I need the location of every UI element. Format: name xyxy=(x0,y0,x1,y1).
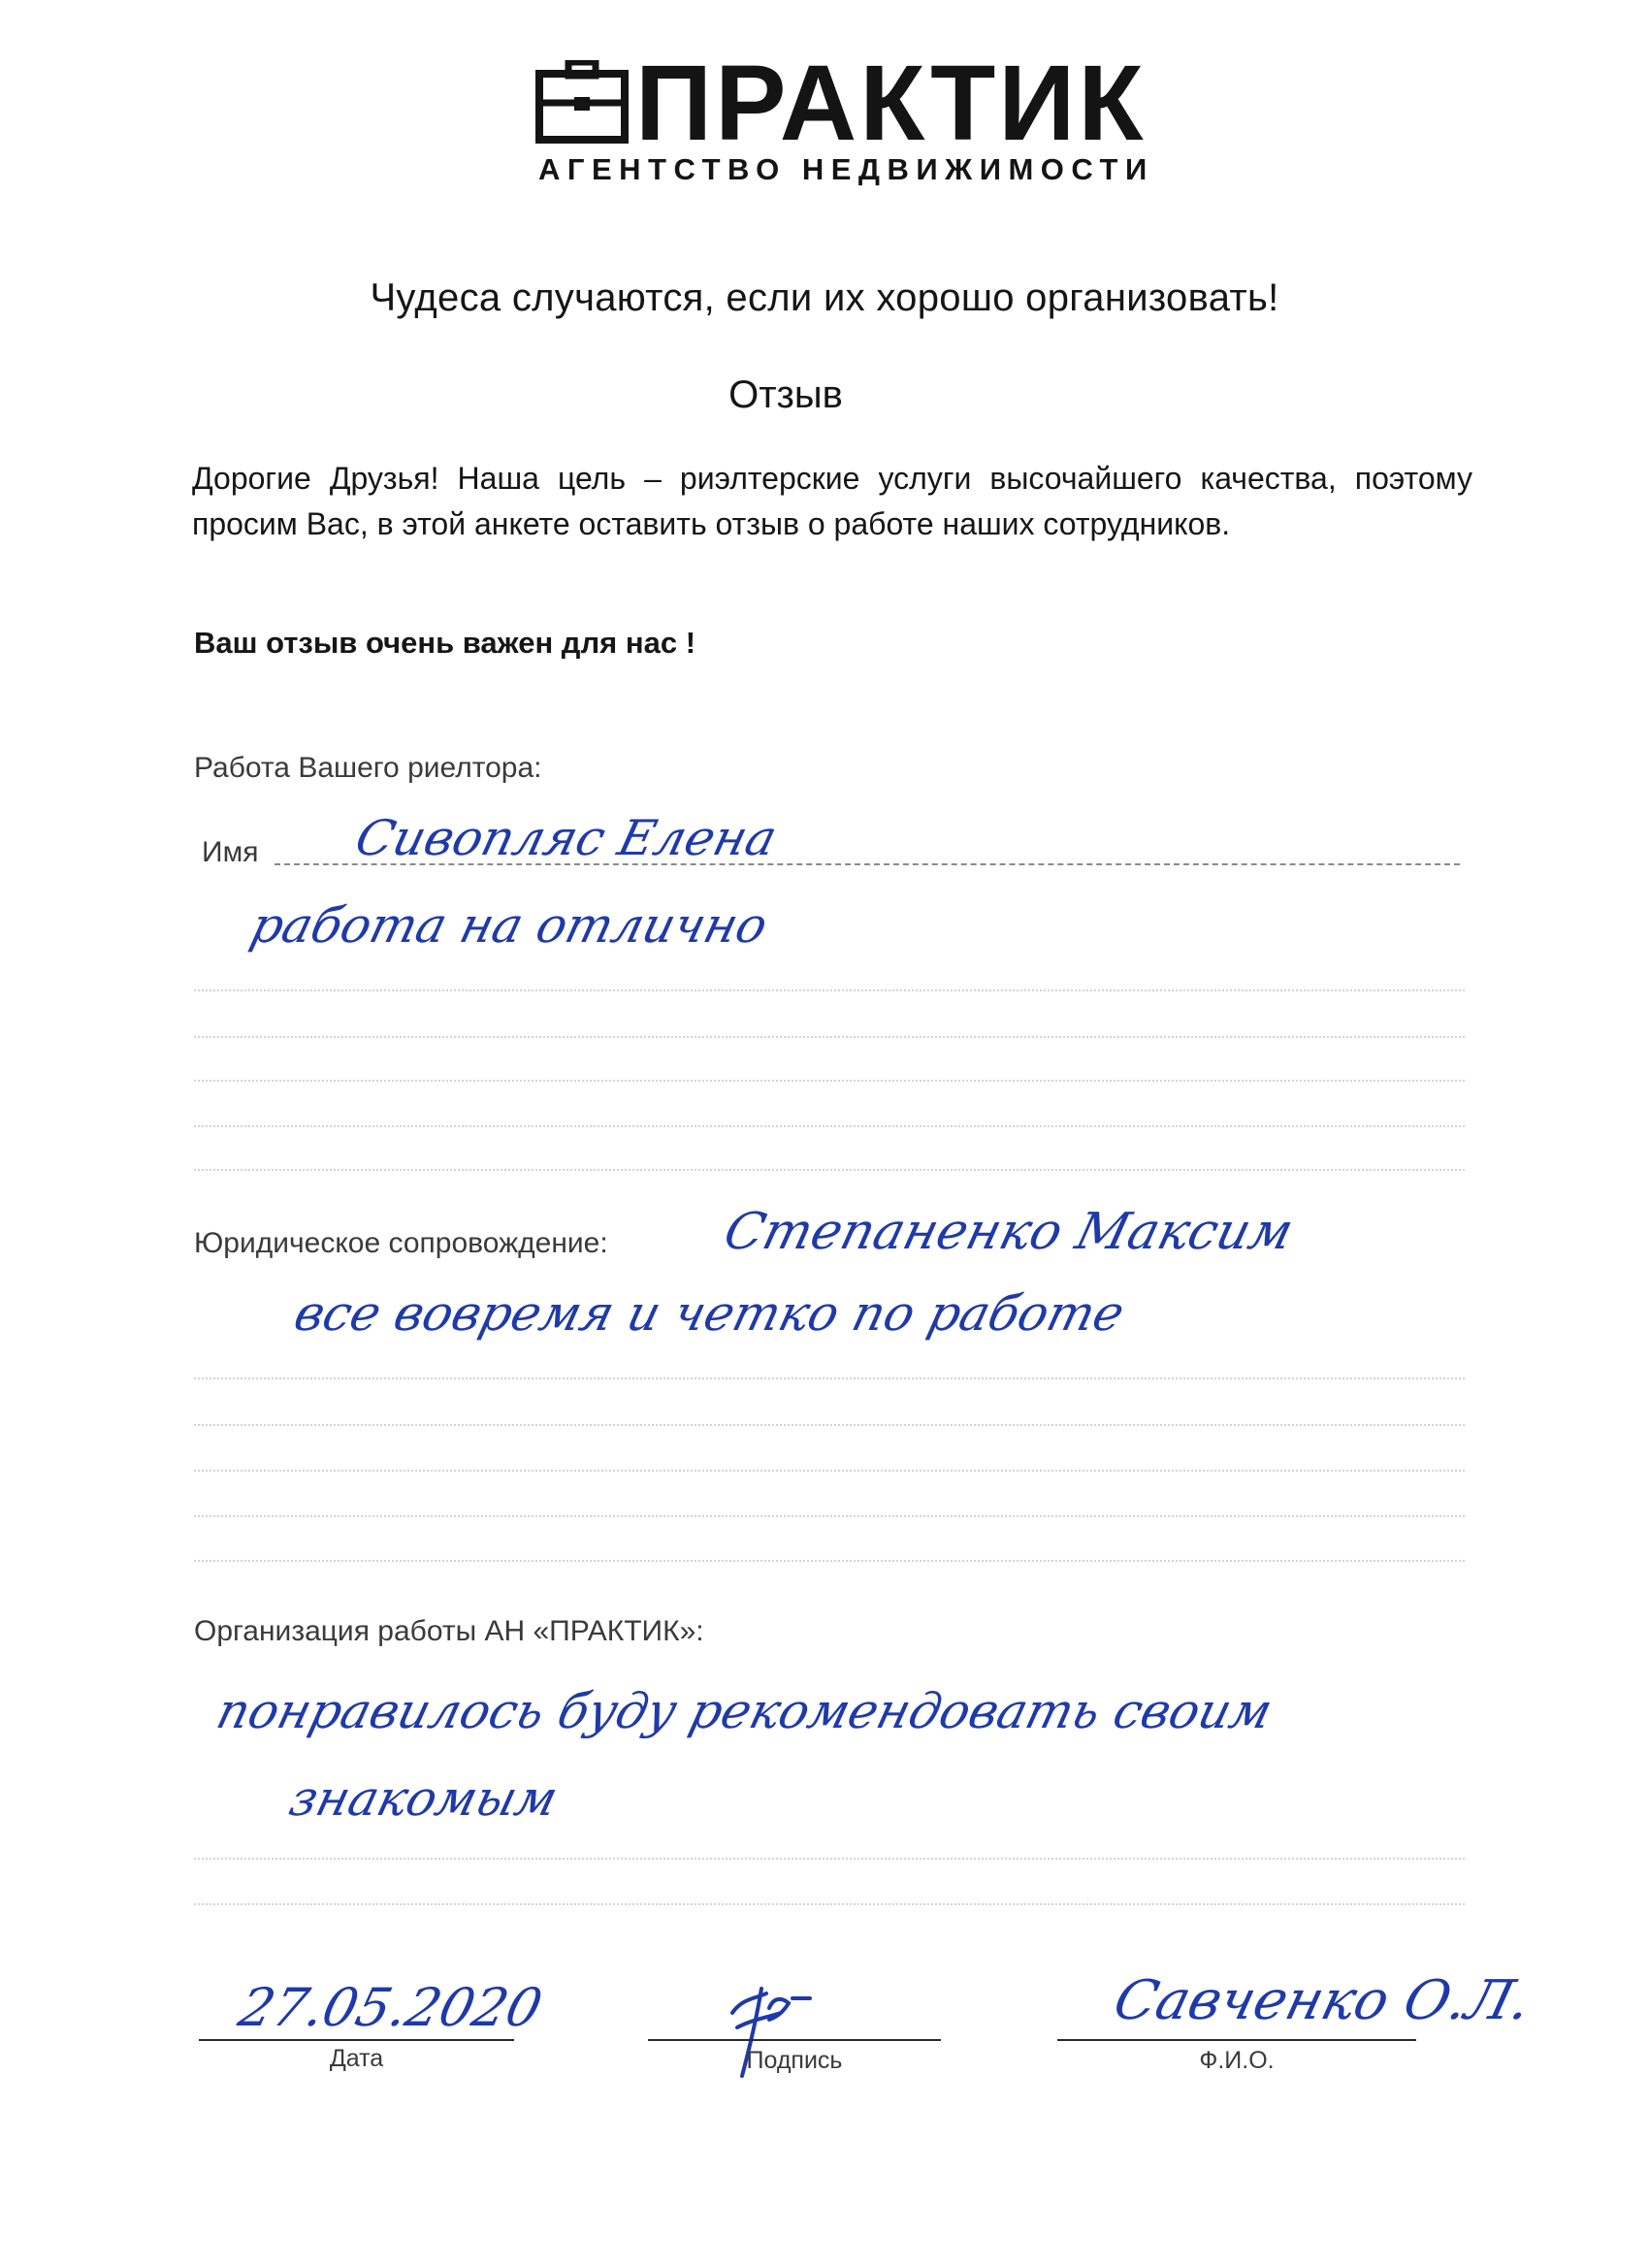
blank-line xyxy=(194,1377,1465,1379)
briefcase-icon xyxy=(535,60,629,144)
date-line xyxy=(199,2039,514,2041)
importance-note: Ваш отзыв очень важен для нас ! xyxy=(194,626,696,660)
blank-line xyxy=(194,1080,1465,1082)
lawyer-name-handwritten: Степаненко Максим xyxy=(718,1203,1300,1261)
blank-line xyxy=(194,1903,1465,1905)
blank-line xyxy=(194,1470,1465,1472)
realtor-name-handwritten: Сивопляс Елена xyxy=(349,810,783,866)
blank-line xyxy=(194,1858,1465,1860)
realtor-section-title: Работа Вашего риелтора: xyxy=(194,752,542,784)
blank-line xyxy=(194,989,1465,991)
org-comment-line1-handwritten: понравилось буду рекомендовать своим xyxy=(210,1683,1278,1739)
signature-line xyxy=(648,2039,941,2041)
blank-line xyxy=(194,1125,1465,1127)
legal-comment-handwritten: все вовремя и четко по работе xyxy=(288,1285,1130,1342)
realtor-comment-handwritten: работа на отлично xyxy=(244,897,774,954)
fio-handwritten: Савченко О.Л. xyxy=(1107,1969,1537,2032)
page-title: Отзыв xyxy=(728,373,843,416)
blank-line xyxy=(194,1169,1465,1171)
brand-subtitle: АГЕНТСТВО НЕДВИЖИМОСТИ xyxy=(538,152,1154,186)
blank-line xyxy=(194,1515,1465,1517)
legal-section-title: Юридическое сопровождение: xyxy=(194,1227,608,1259)
fio-label: Ф.И.О. xyxy=(1199,2047,1275,2074)
blank-line xyxy=(194,1036,1465,1038)
org-section-title: Организация работы АН «ПРАКТИК»: xyxy=(194,1615,704,1647)
signature-label: Подпись xyxy=(746,2047,843,2074)
fio-line xyxy=(1057,2039,1416,2041)
slogan: Чудеса случаются, если их хорошо организовать! xyxy=(370,276,1279,319)
brand-name: ПРАКТИК xyxy=(635,44,1147,163)
date-label: Дата xyxy=(329,2045,384,2072)
org-comment-line2-handwritten: знакомым xyxy=(283,1770,564,1827)
intro-paragraph: Дорогие Друзья! Наша цель – риэлтерские услуги высочайшего качества, поэтому просим Вас, в этой анкете оставить отзыв о работе наших сотрудников. xyxy=(192,461,1472,541)
blank-line xyxy=(194,1560,1465,1562)
blank-line xyxy=(194,1424,1465,1426)
name-label: Имя xyxy=(202,836,259,868)
date-handwritten: 27.05.2020 xyxy=(233,1977,549,2038)
